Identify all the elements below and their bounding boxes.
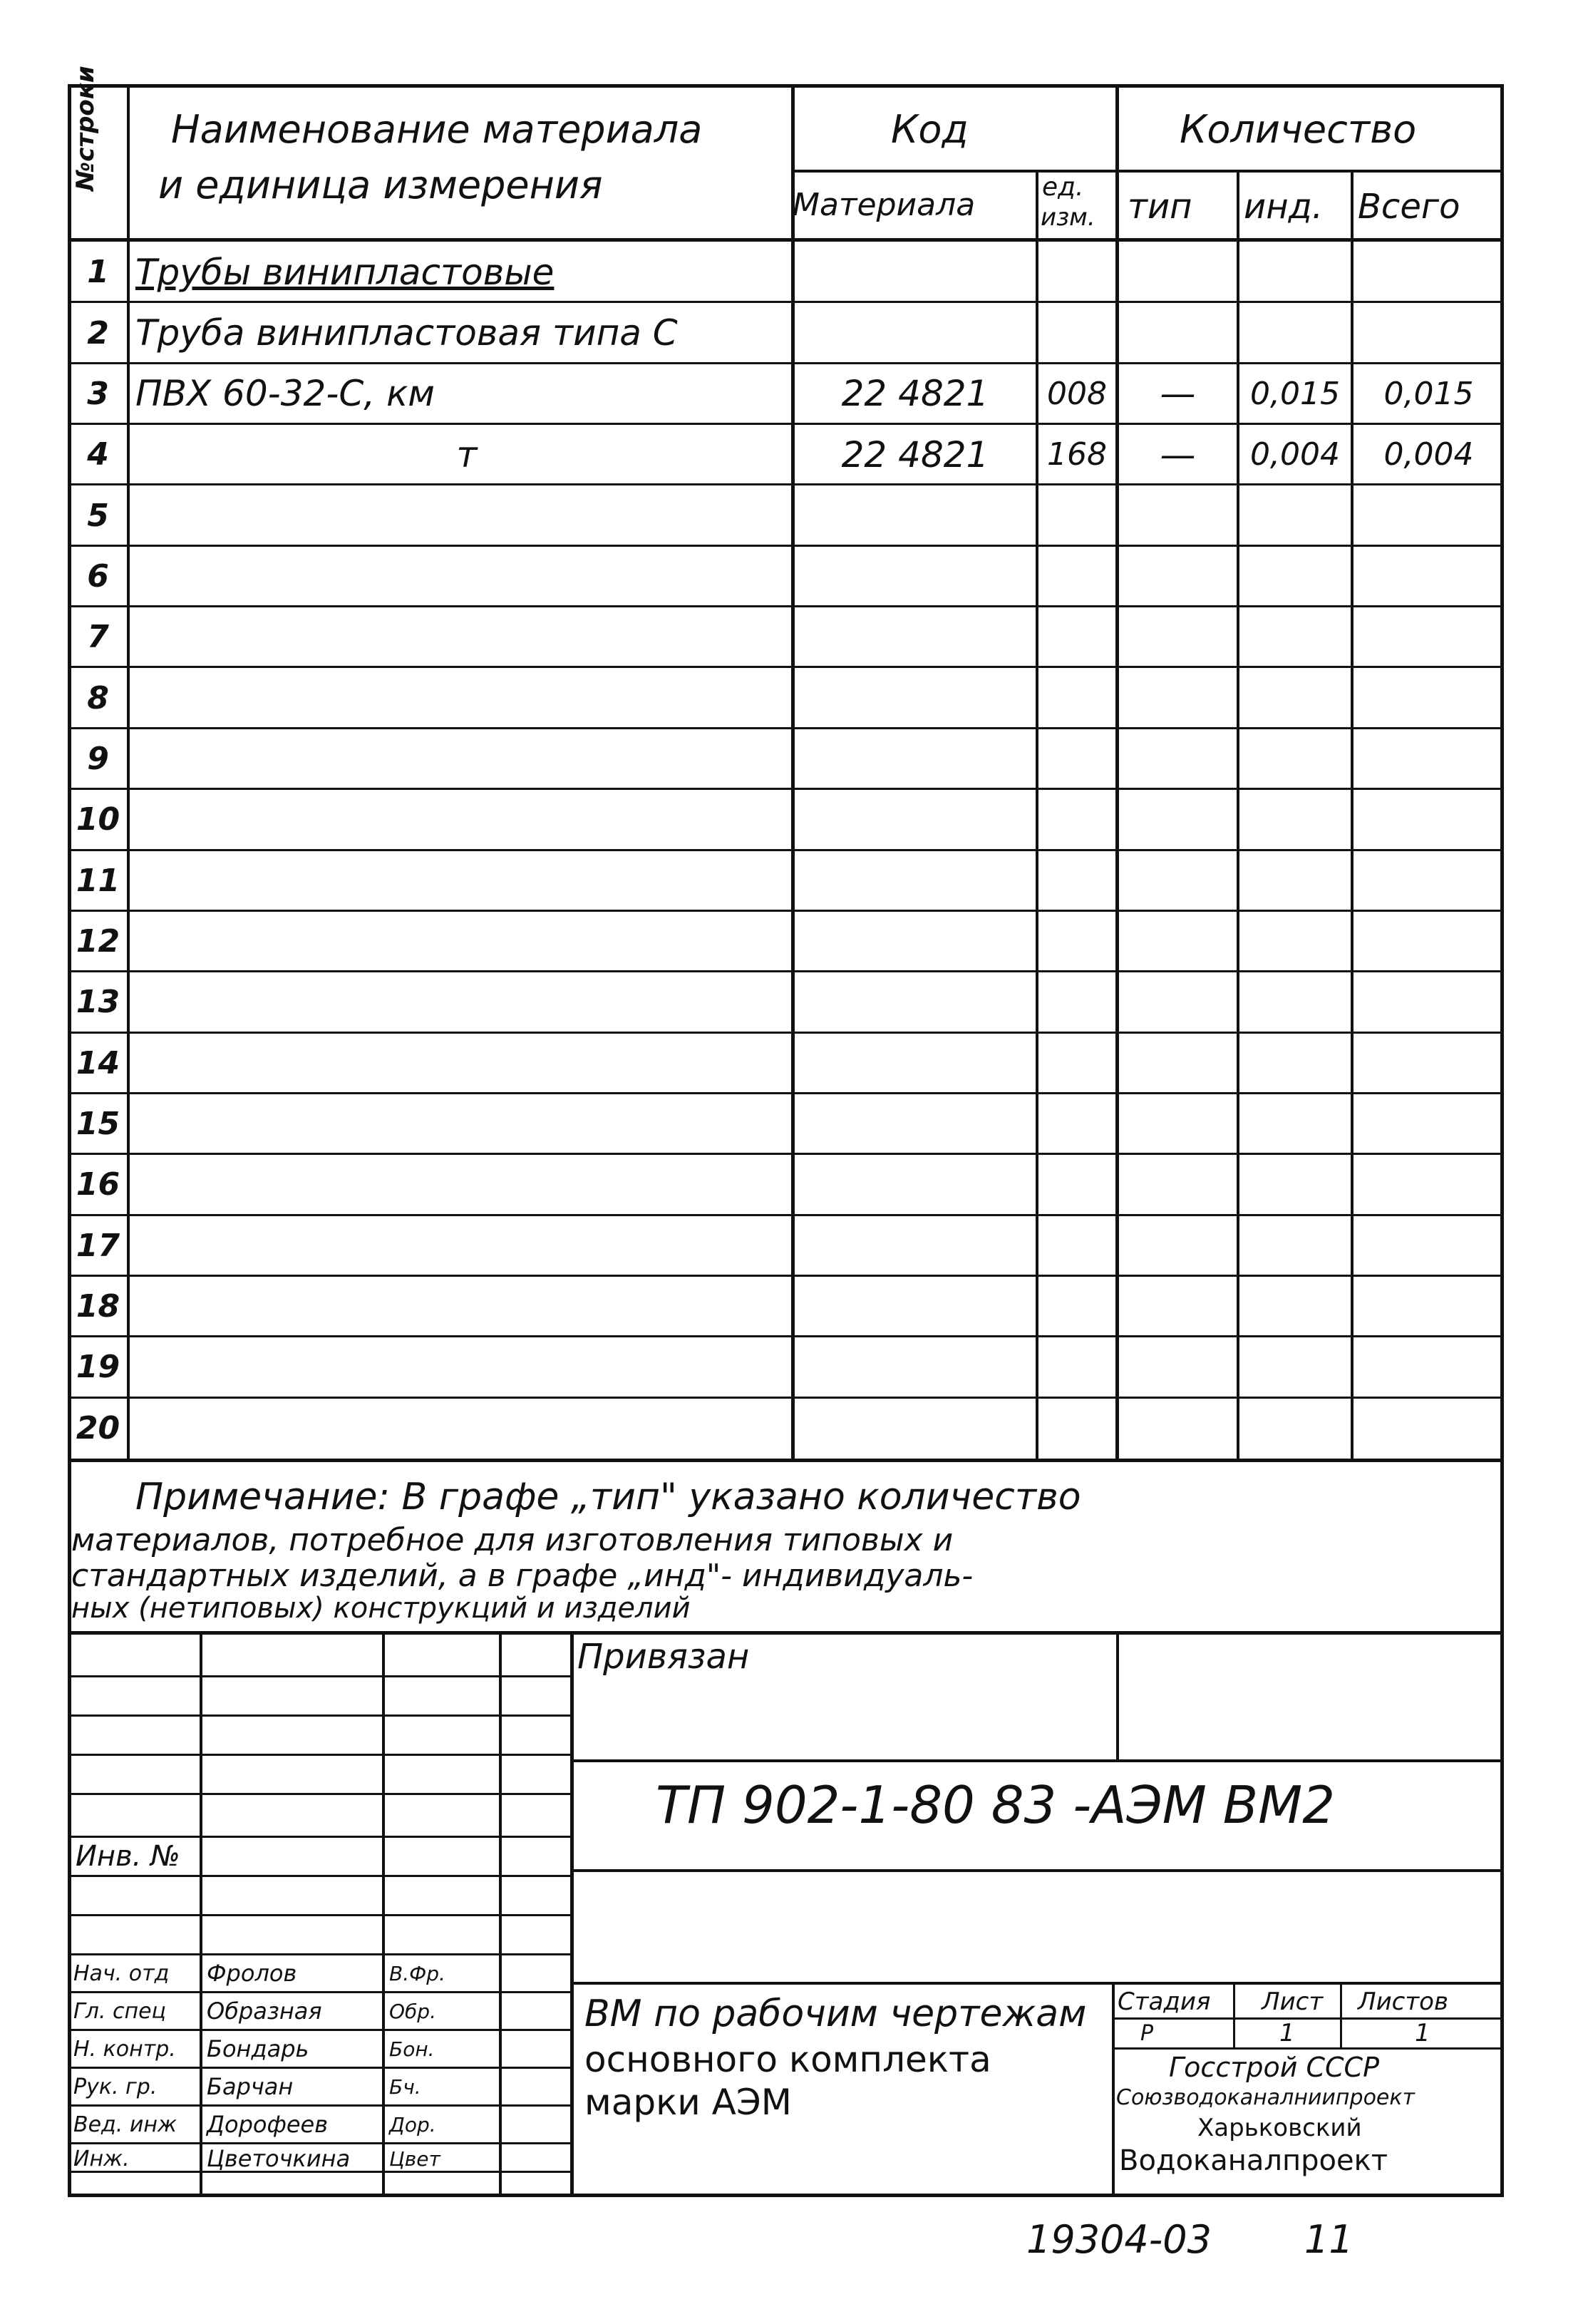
cell-unit <box>1038 302 1115 363</box>
inventory-number-text: Инв. № <box>76 1840 180 1873</box>
cell-unit <box>1038 1337 1115 1397</box>
cell-name: т <box>456 433 478 475</box>
cell-total <box>1353 667 1504 728</box>
cell-total <box>1353 1398 1504 1459</box>
cell-n: 10 <box>76 801 120 838</box>
document-code: ТП 902-1-80 83 -АЭМ ВМ2 <box>656 1775 1336 1835</box>
signature-signature: Бч. <box>389 2074 421 2099</box>
cell-total <box>1353 911 1504 972</box>
name-column-title-2: и единица измерения <box>158 163 603 207</box>
cell-n: 16 <box>76 1166 120 1203</box>
row-number-header <box>64 57 107 200</box>
stamp-row-line <box>68 1675 570 1677</box>
cell-n: 2 <box>87 314 109 351</box>
signature-role: Вед. инж <box>73 2112 177 2137</box>
cell-total <box>1353 1276 1504 1337</box>
signature-signature: Бон. <box>389 2037 435 2061</box>
cell-tip: — <box>1160 433 1196 475</box>
cell-total <box>1353 972 1504 1032</box>
cell-unit <box>1038 242 1115 302</box>
signature-signature: Цвет <box>389 2146 440 2171</box>
cell-ind <box>1239 1398 1351 1459</box>
cell-tip <box>1119 667 1237 728</box>
cell-n: 17 <box>76 1227 120 1264</box>
cell-n: 5 <box>87 497 109 534</box>
ind-header: инд. <box>1244 187 1324 227</box>
cell-tip <box>1119 1094 1237 1154</box>
cell-code: 22 4821 <box>841 373 989 415</box>
cell-total: 0,004 <box>1383 436 1474 473</box>
stamp-stage-value-line <box>1112 2047 1504 2050</box>
tip-header: тип <box>1128 187 1192 227</box>
cell-total <box>1353 546 1504 607</box>
cell-tip <box>1119 546 1237 607</box>
cell-tip <box>1119 1337 1237 1397</box>
signature-name: Образная <box>207 1997 322 2025</box>
cell-code <box>795 1154 1036 1215</box>
cell-tip <box>1119 1033 1237 1094</box>
stamp-row-line <box>68 1793 570 1795</box>
cell-unit <box>1038 911 1115 972</box>
stamp-row-line <box>68 1714 570 1717</box>
note-line-3: стандартных изделий, а в графе „инд"- индивидуаль- <box>71 1558 974 1594</box>
cell-code <box>795 485 1036 545</box>
signature-role: Инж. <box>73 2146 130 2171</box>
cell-tip <box>1119 485 1237 545</box>
bound-label: Привязан <box>577 1637 750 1677</box>
cell-total <box>1353 1215 1504 1276</box>
cell-unit <box>1038 972 1115 1032</box>
cell-ind <box>1239 972 1351 1032</box>
cell-tip <box>1119 1215 1237 1276</box>
cell-ind <box>1239 789 1351 850</box>
cell-tip <box>1119 242 1237 302</box>
cell-tip <box>1119 302 1237 363</box>
header-split-line <box>791 170 1504 173</box>
cell-total <box>1353 729 1504 789</box>
cell-code <box>795 667 1036 728</box>
cell-ind <box>1239 1215 1351 1276</box>
cell-n: 11 <box>76 862 120 899</box>
cell-tip <box>1119 1398 1237 1459</box>
cell-name: ПВХ 60-32-С, км <box>135 373 435 415</box>
code-column-title: Код <box>891 107 969 152</box>
material-code-header: Материала <box>793 187 976 223</box>
cell-n: 18 <box>76 1288 120 1325</box>
cell-name <box>128 607 798 667</box>
cell-ind <box>1239 607 1351 667</box>
cell-ind <box>1239 1337 1351 1397</box>
signature-name: Дорофеев <box>207 2111 329 2138</box>
cell-name <box>128 729 798 789</box>
cell-ind <box>1239 1033 1351 1094</box>
signature-role: Гл. спец <box>73 1998 166 2024</box>
cell-n: 13 <box>76 984 120 1021</box>
cell-name <box>128 911 798 972</box>
stamp-bound-bottom <box>570 1759 1504 1762</box>
stamp-stage-col-2 <box>1340 1982 1342 2049</box>
stamp-row-line <box>68 1875 570 1877</box>
cell-tip <box>1119 607 1237 667</box>
cell-code <box>795 1276 1036 1337</box>
cell-total <box>1353 850 1504 911</box>
sheet-value: 1 <box>1279 2019 1295 2047</box>
cell-unit <box>1038 1033 1115 1094</box>
signature-signature: Дор. <box>389 2112 436 2137</box>
cell-code <box>795 302 1036 363</box>
cell-n: 3 <box>87 375 109 412</box>
note-line-4: ных (нетиповых) конструкций и изделий <box>71 1592 691 1625</box>
cell-ind <box>1239 546 1351 607</box>
cell-ind <box>1239 485 1351 545</box>
cell-unit <box>1038 546 1115 607</box>
inventory-number-label <box>71 1838 204 1875</box>
cell-name <box>128 667 798 728</box>
cell-tip <box>1119 850 1237 911</box>
signature-name: Фролов <box>207 1960 297 1987</box>
cell-total <box>1353 242 1504 302</box>
stamp-row-line <box>68 1754 570 1756</box>
cell-total <box>1353 789 1504 850</box>
organization-line-3: Харьковский <box>1197 2114 1362 2142</box>
signature-role: Рук. гр. <box>73 2074 158 2099</box>
cell-ind <box>1239 667 1351 728</box>
cell-code <box>795 911 1036 972</box>
signature-name: Цветочкина <box>207 2145 351 2172</box>
stage-value: Р <box>1140 2021 1154 2046</box>
cell-total <box>1353 1033 1504 1094</box>
cell-n: 8 <box>87 679 109 716</box>
cell-tip <box>1119 789 1237 850</box>
cell-name <box>128 972 798 1032</box>
unit-header-2: изм. <box>1041 203 1095 232</box>
document-title-line-2: основного комплекта <box>584 2039 991 2080</box>
cell-unit <box>1038 667 1115 728</box>
cell-n: 9 <box>87 740 109 777</box>
cell-name: Труба винипластовая типа С <box>135 312 678 354</box>
cell-total <box>1353 302 1504 363</box>
cell-code <box>795 1398 1036 1459</box>
cell-total: 0,015 <box>1383 375 1474 412</box>
cell-unit <box>1038 850 1115 911</box>
cell-unit <box>1038 729 1115 789</box>
cell-ind <box>1239 1276 1351 1337</box>
total-header: Всего <box>1358 187 1460 227</box>
table-bottom-line <box>68 1459 1504 1462</box>
cell-name <box>128 1033 798 1094</box>
cell-code: 22 4821 <box>841 433 989 475</box>
cell-code <box>795 546 1036 607</box>
cell-n: 14 <box>76 1044 120 1081</box>
cell-code <box>795 850 1036 911</box>
unit-header-1: ед. <box>1042 173 1084 202</box>
cell-ind: 0,015 <box>1250 375 1340 412</box>
cell-unit <box>1038 485 1115 545</box>
cell-ind <box>1239 242 1351 302</box>
cell-total <box>1353 1094 1504 1154</box>
cell-ind <box>1239 302 1351 363</box>
cell-ind <box>1239 729 1351 789</box>
stamp-row-line <box>68 1914 570 1916</box>
cell-name <box>128 1337 798 1397</box>
cell-total <box>1353 1154 1504 1215</box>
name-column-title-1: Наименование материала <box>171 107 703 152</box>
page-number: 11 <box>1304 2217 1353 2262</box>
cell-tip <box>1119 1276 1237 1337</box>
cell-n: 15 <box>76 1106 120 1143</box>
sheets-label: Листов <box>1358 1988 1449 2016</box>
cell-n: 12 <box>76 923 120 960</box>
sheet-label: Лист <box>1262 1988 1324 2016</box>
cell-ind <box>1239 1154 1351 1215</box>
stamp-title-divider <box>1112 1982 1115 2197</box>
stamp-code-bottom <box>570 1869 1504 1872</box>
cell-tip <box>1119 911 1237 972</box>
stamp-stage-header-line <box>1112 2017 1504 2020</box>
cell-unit <box>1038 1094 1115 1154</box>
cell-name: Трубы винипластовые <box>135 251 555 293</box>
cell-name <box>128 1094 798 1154</box>
stamp-col-line-4 <box>570 1631 574 2197</box>
cell-n: 19 <box>76 1349 120 1386</box>
cell-unit: 168 <box>1047 436 1107 473</box>
cell-code <box>795 242 1036 302</box>
cell-n: 1 <box>87 254 109 291</box>
cell-tip <box>1119 1154 1237 1215</box>
cell-unit <box>1038 607 1115 667</box>
stamp-title-top <box>570 1982 1504 1985</box>
note-line-2: материалов, потребное для изготовления типовых и <box>71 1522 954 1558</box>
note-line-1: Примечание: В графе „тип" указано количество <box>135 1476 1081 1518</box>
cell-n: 20 <box>76 1409 120 1446</box>
cell-unit: 008 <box>1047 375 1107 412</box>
cell-code <box>795 789 1036 850</box>
cell-n: 7 <box>87 619 109 656</box>
cell-total <box>1353 607 1504 667</box>
cell-n: 4 <box>87 436 109 473</box>
cell-code <box>795 1094 1036 1154</box>
archive-number: 19304-03 <box>1026 2217 1212 2262</box>
cell-name <box>128 485 798 545</box>
cell-tip: — <box>1160 373 1196 415</box>
cell-name <box>128 1215 798 1276</box>
signature-role: Нач. отд <box>73 1960 170 1986</box>
organization-line-2: Союзводоканалниипроект <box>1116 2085 1415 2110</box>
cell-unit <box>1038 1276 1115 1337</box>
signature-name: Бондарь <box>207 2035 309 2062</box>
organization-line-4: Водоканалпроект <box>1119 2144 1388 2177</box>
cell-tip <box>1119 729 1237 789</box>
cell-name <box>128 850 798 911</box>
stamp-stage-col-1 <box>1233 1982 1235 2049</box>
signature-role: Н. контр. <box>73 2036 176 2062</box>
row-number-header-text: №строки <box>71 66 100 191</box>
sheets-value: 1 <box>1415 2019 1430 2047</box>
stage-label: Стадия <box>1118 1988 1211 2016</box>
cell-unit <box>1038 1215 1115 1276</box>
cell-code <box>795 1215 1036 1276</box>
cell-ind: 0,004 <box>1250 436 1340 473</box>
signature-signature: В.Фр. <box>389 1961 445 1985</box>
cell-unit <box>1038 789 1115 850</box>
document-title-line-1: ВМ по рабочим чертежам <box>584 1993 1087 2035</box>
cell-code <box>795 729 1036 789</box>
cell-code <box>795 607 1036 667</box>
cell-unit <box>1038 1398 1115 1459</box>
cell-name <box>128 1154 798 1215</box>
signature-name: Барчан <box>207 2073 294 2100</box>
stamp-top-line <box>68 1631 1504 1635</box>
cell-name <box>128 789 798 850</box>
cell-ind <box>1239 1094 1351 1154</box>
cell-code <box>795 1033 1036 1094</box>
organization-line-1: Госстрой СССР <box>1169 2052 1380 2083</box>
cell-unit <box>1038 1154 1115 1215</box>
cell-name <box>128 1398 798 1459</box>
cell-total <box>1353 485 1504 545</box>
cell-total <box>1353 1337 1504 1397</box>
document-title-line-3: марки АЭМ <box>584 2082 792 2123</box>
cell-name <box>128 1276 798 1337</box>
cell-ind <box>1239 911 1351 972</box>
stamp-bound-divider <box>1116 1631 1119 1761</box>
cell-ind <box>1239 850 1351 911</box>
cell-name <box>128 546 798 607</box>
cell-tip <box>1119 972 1237 1032</box>
cell-code <box>795 1337 1036 1397</box>
signature-signature: Обр. <box>389 1999 436 2023</box>
quantity-column-title: Количество <box>1180 107 1417 152</box>
cell-n: 6 <box>87 557 109 595</box>
cell-code <box>795 972 1036 1032</box>
